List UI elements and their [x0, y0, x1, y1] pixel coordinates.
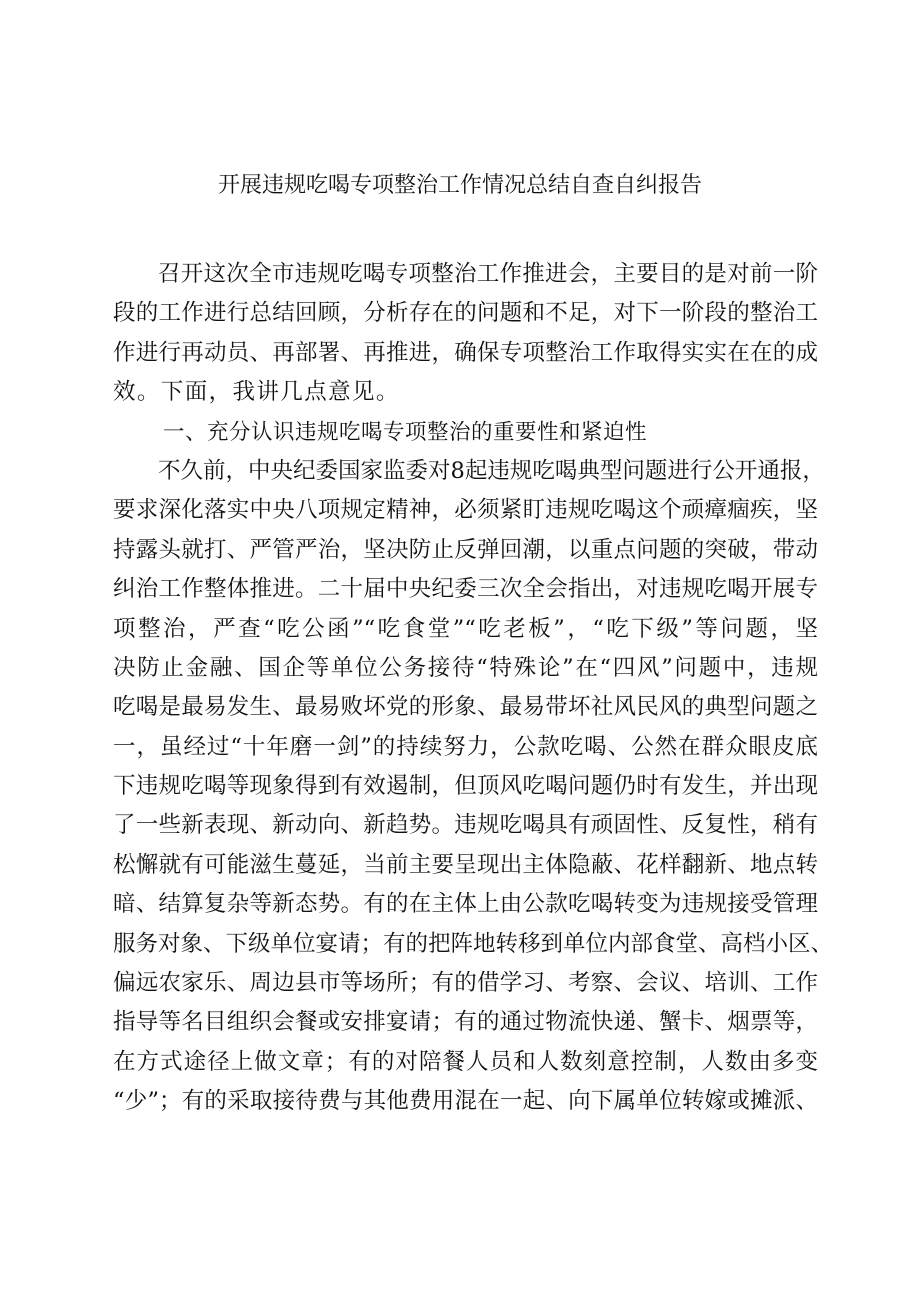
intro-line-4: 效。下面，我讲几点意见。	[113, 379, 400, 406]
body-line-10: 了一些新表现、新动向、新趋势。违规吃喝具有顽固性、反复性，稍有	[113, 812, 818, 839]
body-line-6: 决防止金融、国企等单位公务接待“特殊论”在“四风”问题中，违规	[113, 654, 818, 681]
body-line-1: 不久前，中央纪委国家监委对8起违规吃喝典型问题进行公开通报，	[158, 457, 825, 484]
body-line-17: “少”；有的采取接待费与其他费用混在一起、向下属单位转嫁或摊派、	[113, 1088, 818, 1115]
intro-line-1: 召开这次全市违规吃喝专项整治工作推进会，主要目的是对前一阶	[158, 261, 818, 287]
body-line-4: 纠治工作整体推进。二十届中央纪委三次全会指出，对违规吃喝开展专	[113, 576, 818, 603]
body-line-5: 项整治，严查“吃公函”“吃食堂”“吃老板”，“吃下级”等问题，坚	[113, 615, 818, 642]
document-title: 开展违规吃喝专项整治工作情况总结自查自纠报告	[217, 173, 702, 198]
body-line-14: 偏远农家乐、周边县市等场所；有的借学习、考察、会议、培训、工作	[113, 970, 818, 997]
body-line-11: 松懈就有可能滋生蔓延，当前主要呈现出主体隐蔽、花样翻新、地点转	[113, 851, 818, 878]
body-line-8: 一，虽经过“十年磨一剑”的持续努力，公款吃喝、公然在群众眼皮底	[113, 733, 818, 760]
body-line-12: 暗、结算复杂等新态势。有的在主体上由公款吃喝转变为违规接受管理	[113, 891, 818, 918]
intro-line-2: 段的工作进行总结回顾，分析存在的问题和不足，对下一阶段的整治工	[113, 300, 818, 327]
document-body	[113, 255, 834, 1122]
section-heading: 一、充分认识违规吃喝专项整治的重要性和紧迫性	[163, 419, 648, 445]
intro-line-3: 作进行再动员、再部署、再推进，确保专项整治工作取得实实在在的成	[113, 339, 818, 366]
body-line-9: 下违规吃喝等现象得到有效遏制，但顶风吃喝问题仍时有发生，并出现	[113, 773, 818, 800]
body-line-2: 要求深化落实中央八项规定精神，必须紧盯违规吃喝这个顽瘴痼疾，坚	[113, 497, 818, 524]
body-line-15: 指导等名目组织会餐或安排宴请；有的通过物流快递、蟹卡、烟票等，	[113, 1009, 818, 1036]
body-line-3: 持露头就打、严管严治，坚决防止反弹回潮，以重点问题的突破，带动	[113, 536, 818, 563]
body-line-13: 服务对象、下级单位宴请；有的把阵地转移到单位内部食堂、高档小区、	[113, 930, 834, 957]
body-line-16: 在方式途径上做文章；有的对陪餐人员和人数刻意控制，人数由多变	[113, 1048, 818, 1075]
body-line-7: 吃喝是最易发生、最易败坏党的形象、最易带坏社风民风的典型问题之	[113, 694, 818, 721]
